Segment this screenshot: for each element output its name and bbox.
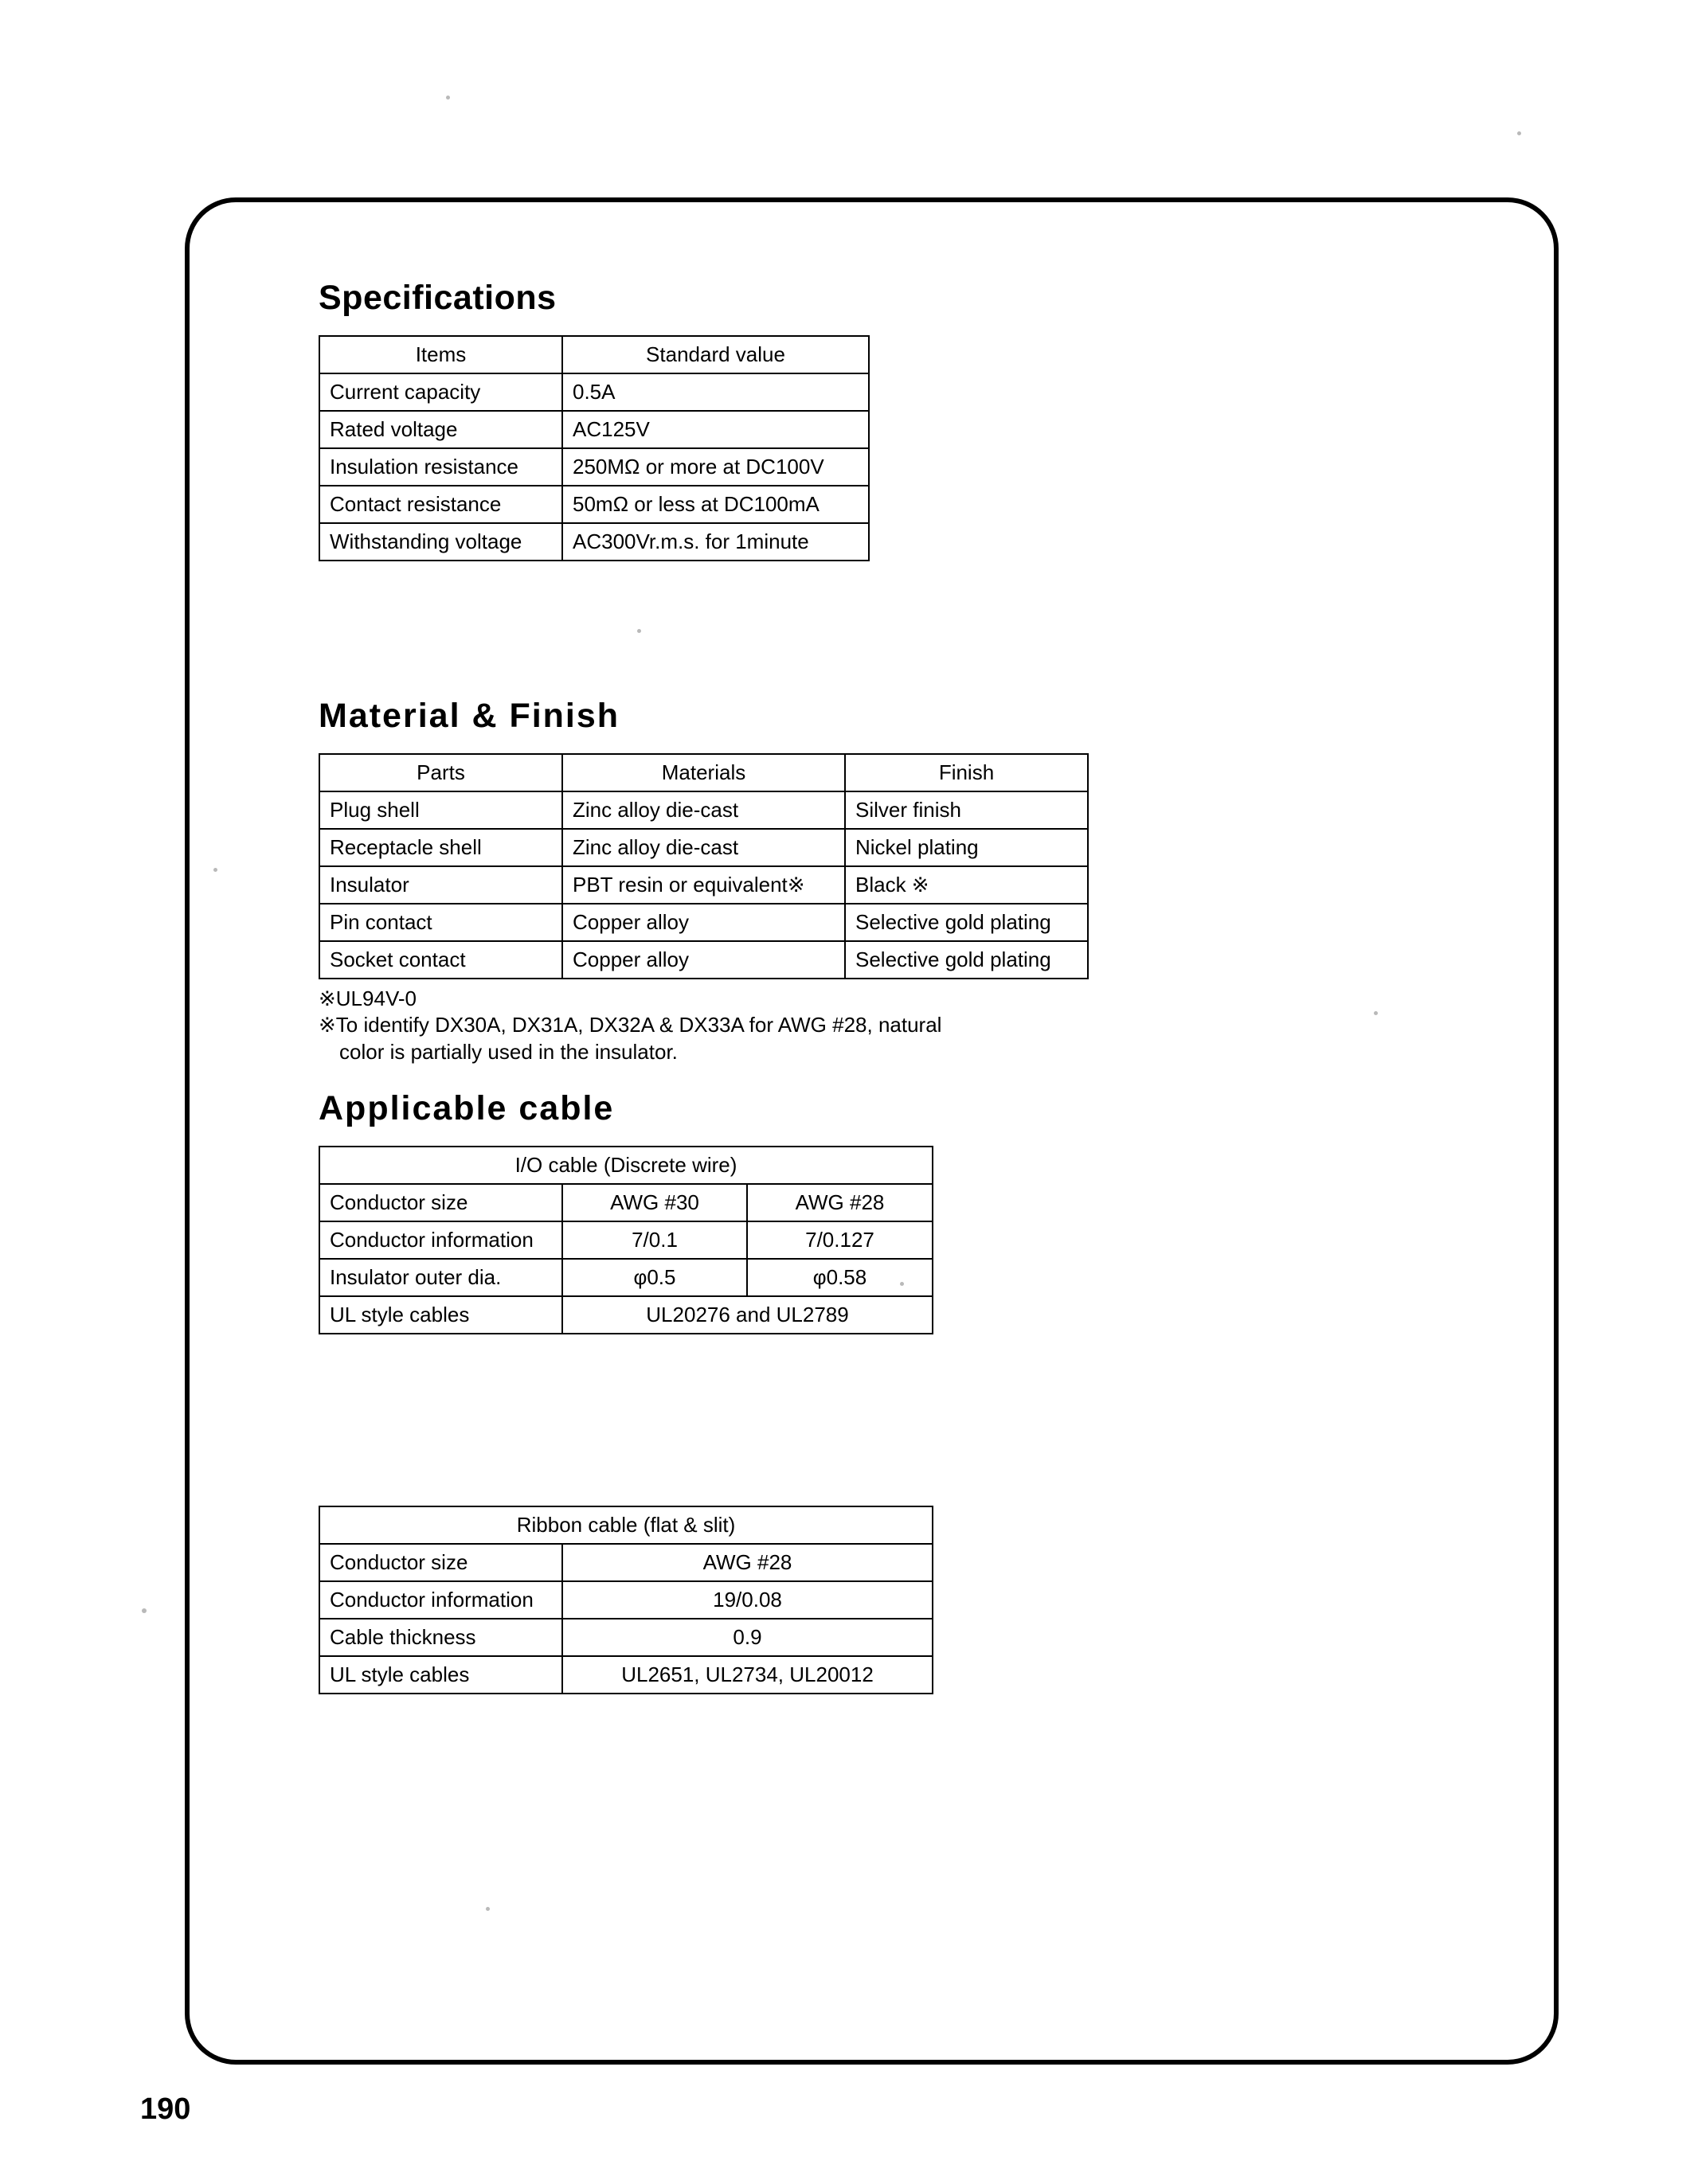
ribbon-row-label: UL style cables xyxy=(319,1656,562,1694)
spec-item-value: 50mΩ or less at DC100mA xyxy=(562,486,869,523)
spec-item-value: AC300Vr.m.s. for 1minute xyxy=(562,523,869,561)
spec-item-value: 0.5A xyxy=(562,373,869,411)
spec-item-label: Withstanding voltage xyxy=(319,523,562,561)
material-finish-section xyxy=(319,697,1434,1065)
material-material: Copper alloy xyxy=(562,941,845,979)
table-header-row xyxy=(319,1147,933,1184)
table-row xyxy=(319,866,1088,904)
material-finish: Silver finish xyxy=(845,791,1088,829)
spec-item-label: Rated voltage xyxy=(319,411,562,448)
material-finish: Selective gold plating xyxy=(845,941,1088,979)
note-line: color is partially used in the insulator. xyxy=(339,1039,678,1064)
table-row xyxy=(319,1221,933,1259)
table-row xyxy=(319,1259,933,1296)
note-line: ※UL94V-0 xyxy=(319,987,417,1010)
io-cable-caption: I/O cable (Discrete wire) xyxy=(319,1147,933,1184)
spec-item-value: AC125V xyxy=(562,411,869,448)
io-row-value-awg30: φ0.5 xyxy=(562,1259,747,1296)
table-spacer xyxy=(319,1334,1434,1506)
specifications-table xyxy=(319,335,870,561)
io-row-value-awg28: 7/0.127 xyxy=(747,1221,933,1259)
table-row xyxy=(319,523,869,561)
material-part: Plug shell xyxy=(319,791,562,829)
applicable-cable-title: Applicable cable xyxy=(319,1088,615,1127)
io-ul-style-value: UL20276 and UL2789 xyxy=(562,1296,933,1334)
io-cable-table xyxy=(319,1146,933,1334)
table-row xyxy=(319,904,1088,941)
ribbon-row-value: 19/0.08 xyxy=(562,1581,933,1619)
ribbon-row-value: UL2651, UL2734, UL20012 xyxy=(562,1656,933,1694)
material-part: Socket contact xyxy=(319,941,562,979)
spec-item-label: Contact resistance xyxy=(319,486,562,523)
material-finish-notes xyxy=(319,986,1434,1065)
io-ul-style-label: UL style cables xyxy=(319,1296,562,1334)
table-row xyxy=(319,1619,933,1656)
table-row xyxy=(319,1184,933,1221)
table-row xyxy=(319,411,869,448)
spec-item-label: Current capacity xyxy=(319,373,562,411)
material-finish-title: Material & Finish xyxy=(319,697,620,735)
page-content xyxy=(319,279,1434,1694)
material-finish-table xyxy=(319,753,1089,979)
spec-header-standard-value: Standard value xyxy=(562,336,869,373)
io-row-label: Conductor size xyxy=(319,1184,562,1221)
io-row-value-awg30: 7/0.1 xyxy=(562,1221,747,1259)
material-part: Insulator xyxy=(319,866,562,904)
table-header-row xyxy=(319,336,869,373)
io-row-label: Insulator outer dia. xyxy=(319,1259,562,1296)
table-row xyxy=(319,486,869,523)
io-row-value-awg30: AWG #30 xyxy=(562,1184,747,1221)
table-row xyxy=(319,1656,933,1694)
ribbon-cable-caption: Ribbon cable (flat & slit) xyxy=(319,1506,933,1544)
table-header-row xyxy=(319,1506,933,1544)
specifications-title: Specifications xyxy=(319,279,557,317)
material-part: Receptacle shell xyxy=(319,829,562,866)
note-line: ※To identify DX30A, DX31A, DX32A & DX33A for AWG #28, natural xyxy=(319,1013,942,1037)
material-finish: Nickel plating xyxy=(845,829,1088,866)
table-header-row xyxy=(319,754,1088,791)
ribbon-row-value: 0.9 xyxy=(562,1619,933,1656)
ribbon-row-label: Conductor size xyxy=(319,1544,562,1581)
table-row xyxy=(319,448,869,486)
material-material: PBT resin or equivalent※ xyxy=(562,866,845,904)
ribbon-row-label: Cable thickness xyxy=(319,1619,562,1656)
material-header-finish: Finish xyxy=(845,754,1088,791)
io-row-label: Conductor information xyxy=(319,1221,562,1259)
table-row xyxy=(319,829,1088,866)
material-finish: Selective gold plating xyxy=(845,904,1088,941)
ribbon-row-value: AWG #28 xyxy=(562,1544,933,1581)
material-material: Zinc alloy die-cast xyxy=(562,829,845,866)
table-row xyxy=(319,373,869,411)
specifications-section xyxy=(319,279,1434,561)
spec-item-label: Insulation resistance xyxy=(319,448,562,486)
material-material: Copper alloy xyxy=(562,904,845,941)
table-row xyxy=(319,791,1088,829)
table-row xyxy=(319,1581,933,1619)
scan-speck xyxy=(446,96,450,100)
applicable-cable-section xyxy=(319,1089,1434,1694)
material-header-materials: Materials xyxy=(562,754,845,791)
table-row xyxy=(319,941,1088,979)
spec-header-items: Items xyxy=(319,336,562,373)
table-row xyxy=(319,1296,933,1334)
material-part: Pin contact xyxy=(319,904,562,941)
ribbon-row-label: Conductor information xyxy=(319,1581,562,1619)
io-row-value-awg28: AWG #28 xyxy=(747,1184,933,1221)
material-finish: Black ※ xyxy=(845,866,1088,904)
material-material: Zinc alloy die-cast xyxy=(562,791,845,829)
scan-speck xyxy=(142,1608,147,1613)
page-number: 190 xyxy=(140,2092,191,2126)
scan-speck xyxy=(1517,131,1521,135)
table-row xyxy=(319,1544,933,1581)
ribbon-cable-table xyxy=(319,1506,933,1694)
material-header-parts: Parts xyxy=(319,754,562,791)
spec-item-value: 250MΩ or more at DC100V xyxy=(562,448,869,486)
io-row-value-awg28: φ0.58 xyxy=(747,1259,933,1296)
